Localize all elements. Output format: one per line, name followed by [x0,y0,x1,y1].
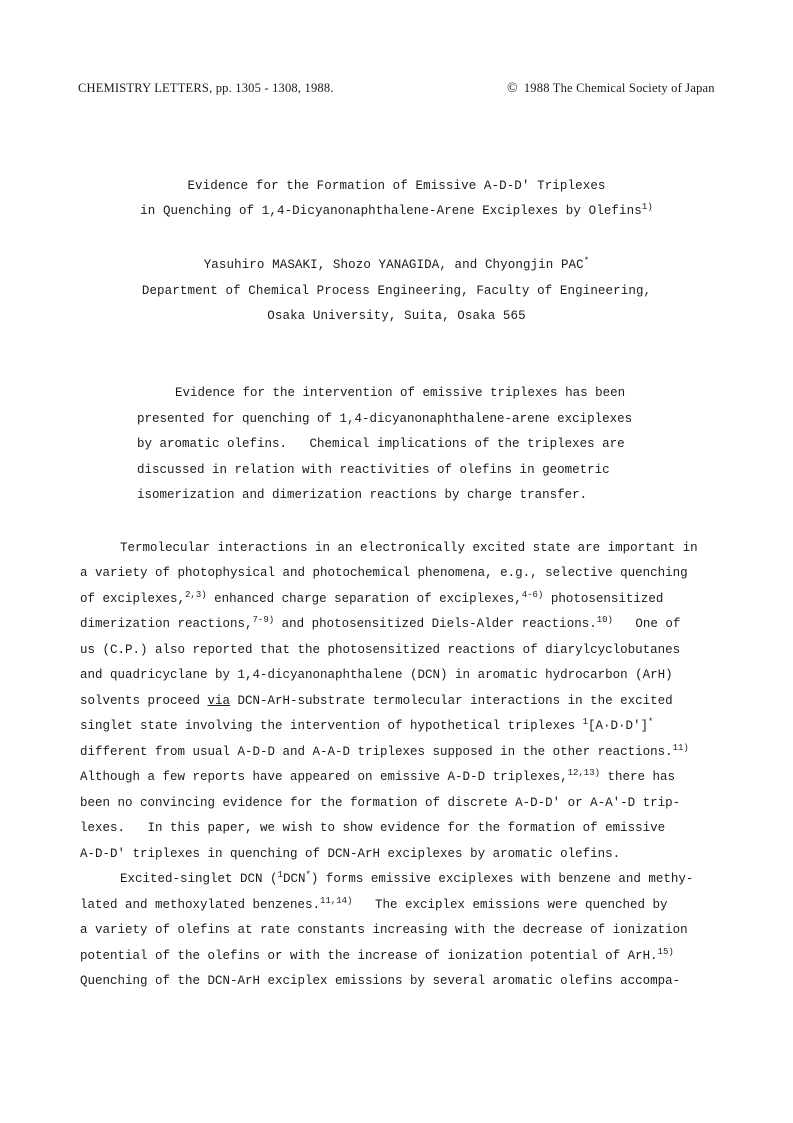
copyright-text: 1988 The Chemical Society of Japan [523,81,715,95]
footnote-ref: 1) [641,202,653,212]
author-names: Yasuhiro MASAKI, Shozo YANAGIDA, and Chyongjin PAC* [203,256,590,272]
body-line: Termolecular interactions in an electronically excited state are important in [120,541,698,555]
citation-ref: 7-9) [252,615,275,625]
affiliation-line-1: Department of Chemical Process Engineering, Faculty of Engineering, [141,284,652,298]
abstract-line: Evidence for the intervention of emissive triplexes has been [175,386,626,400]
body-line: singlet state involving the intervention of hypothetical triplexes $^1$[A·D·D']* [80,717,654,733]
abstract-line: isomerization and dimerization reactions by charge transfer. [137,488,588,502]
body-line: been no convincing evidence for the formation of discrete A-D-D' or A-A'-D trip- [80,796,681,810]
citation-ref: 11) [672,743,689,753]
body-line: a variety of olefins at rate constants increasing with the decrease of ionization [80,923,688,937]
body-line: dimerization reactions,$^{7-9)}$ and photosensitized Diels-Alder reactions.$^{10)}$ One of [80,615,681,631]
body-line: us (C.P.) also reported that the photosensitized reactions of diarylcyclobutanes [80,643,681,657]
citation-ref: 2,3) [185,590,207,600]
body-line: a variety of photophysical and photochemical phenomena, e.g., selective quenching [80,566,688,580]
body-line: lated and methoxylated benzenes.$^{11,14)}$ The exciplex emissions were quenched by [80,896,668,912]
abstract-line: by aromatic olefins. Chemical implications of the triplexes are [137,437,625,451]
citation-ref: 11,14) [320,896,353,906]
citation-ref: 10) [596,615,613,625]
citation-ref: 12,13) [567,768,600,778]
citation-ref: 15) [657,947,674,957]
citation-ref: 4-6) [521,590,544,600]
title-line-2: in Quenching of 1,4-Dicyanonaphthalene-Arene Exciplexes by Olefins$^{1)}$ [140,202,653,218]
title-line-1: Evidence for the Formation of Emissive A-D-D' Triplexes [187,179,606,193]
copyright-symbol: © [507,81,518,96]
corresponding-author-mark: * [583,256,590,266]
body-line: solvents proceed via DCN-ArH-substrate termolecular interactions in the excited [80,694,673,708]
body-line: potential of the olefins or with the increase of ionization potential of ArH.$^{15)}$ [80,947,674,963]
abstract-line: presented for quenching of 1,4-dicyanonaphthalene-arene exciplexes [137,412,633,426]
body-line: Excited-singlet DCN ($^1$DCN*) forms emissive exciplexes with benzene and methy- [120,870,694,886]
body-line: Quenching of the DCN-ArH exciplex emissions by several aromatic olefins accompa- [80,974,681,988]
body-line: lexes. In this paper, we wish to show evidence for the formation of emissive [80,821,666,835]
affiliation-line-2: Osaka University, Suita, Osaka 565 [267,309,526,323]
body-line: and quadricyclane by 1,4-dicyanonaphthalene (DCN) in aromatic hydrocarbon (ArH) [80,668,673,682]
body-line: A-D-D' triplexes in quenching of DCN-ArH exciplexes by aromatic olefins. [80,847,621,861]
journal-citation: CHEMISTRY LETTERS, pp. 1305 - 1308, 1988. [78,81,334,95]
emphasis-via: via [207,694,231,708]
body-line: different from usual A-D-D and A-A-D triplexes supposed in the other reactions.$^{11)}$ [80,743,689,759]
body-line: of exciplexes,$^{2,3)}$ enhanced charge separation of exciplexes,$^{4-6)}$ photosensitized [80,590,664,606]
copyright-notice [507,81,715,97]
body-line: Although a few reports have appeared on emissive A-D-D triplexes,$^{12,13)}$ there has [80,768,676,784]
abstract-line: discussed in relation with reactivities of olefins in geometric [137,463,610,477]
